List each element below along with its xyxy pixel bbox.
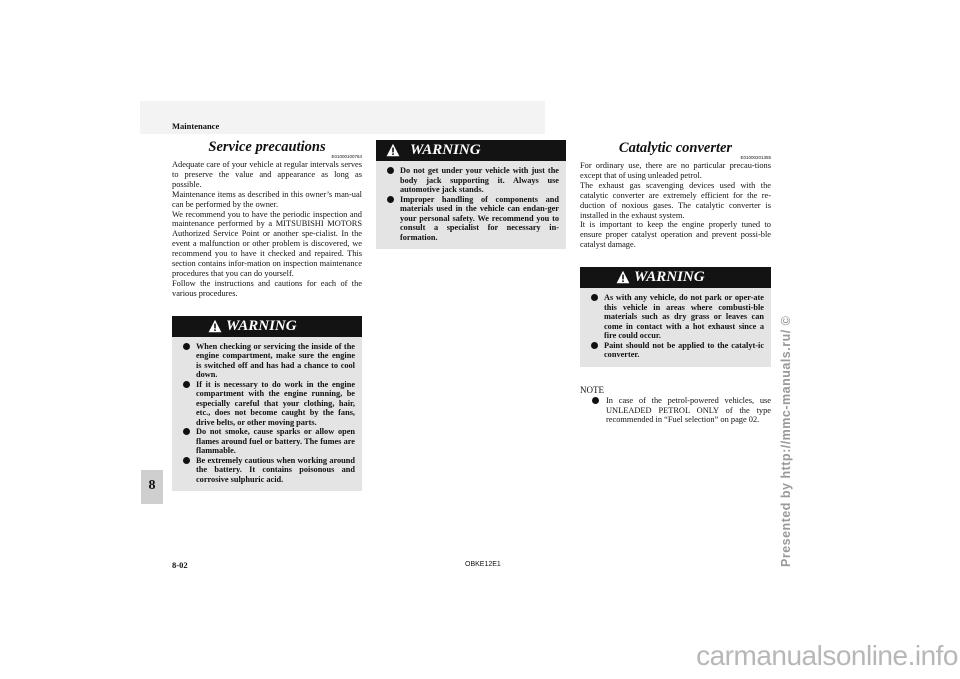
warning-title: WARNING bbox=[410, 142, 481, 158]
bullet-icon bbox=[592, 397, 599, 404]
bullet-icon bbox=[591, 342, 598, 349]
list-item bbox=[587, 293, 764, 341]
list-item-text: In case of the petrol-powered vehicles, use UNLEADED PETROL ONLY of the type recommended in “Fuel selection” on page 02. bbox=[606, 395, 771, 425]
list-item bbox=[179, 427, 355, 456]
warning-title: WARNING bbox=[634, 269, 705, 286]
paragraph: It is important to keep the engine properly tuned to ensure proper catalyst operation and prevent possi-ble catalyst damage. bbox=[580, 220, 771, 250]
catalyst-warning-box bbox=[580, 267, 771, 367]
list-item bbox=[383, 166, 559, 195]
warning-list bbox=[172, 337, 362, 492]
catalytic-converter-body bbox=[580, 161, 771, 250]
paragraph: Adequate care of your vehicle at regular intervals serves to preserve the value and appearance as long as possible. bbox=[172, 160, 362, 189]
list-item-text: Paint should not be applied to the catalyt-ic converter. bbox=[604, 340, 764, 360]
jack-warning-section bbox=[376, 140, 566, 249]
list-item-text: Do not smoke, cause sparks or allow open flames around fuel or battery. The fumes are flammable. bbox=[196, 427, 355, 456]
footer-watermark: carmanualsonline.info bbox=[696, 640, 958, 671]
bullet-icon bbox=[183, 381, 190, 388]
list-item bbox=[590, 396, 771, 426]
warning-triangle-icon bbox=[208, 319, 222, 333]
service-precautions-body bbox=[172, 160, 362, 299]
side-watermark: Presented by http://mmc-manuals.ru/ © bbox=[779, 315, 793, 567]
warning-list bbox=[376, 161, 566, 249]
list-item-text: Be extremely cautious when working around the battery. It contains poisonous and corrosive sulphuric acid. bbox=[196, 455, 355, 484]
warning-list bbox=[580, 288, 771, 367]
bullet-icon bbox=[387, 196, 394, 203]
service-precautions-title: Service precautions bbox=[208, 139, 326, 155]
list-item bbox=[587, 341, 764, 360]
list-item bbox=[179, 342, 355, 380]
list-item-text: When checking or servicing the inside of the engine compartment, make sure the engine is switched off and has had a chance to cool down. bbox=[196, 341, 355, 380]
section-header-label: Maintenance bbox=[172, 121, 220, 131]
paragraph: We recommend you to have the periodic inspection and maintenance performed by a MITSUBISHI MOTORS Authorized Service Point or another spe-cialist. In the event a malfunction or other problem is discovered, we recommend you to have it checked and repaired. This section contains infor-mation on inspection maintenance procedures that you can do yourself. bbox=[172, 209, 362, 278]
document-code: OBKE12E1 bbox=[465, 561, 501, 568]
service-precautions-section bbox=[172, 139, 362, 491]
note-list bbox=[580, 396, 771, 426]
bullet-icon bbox=[591, 294, 598, 301]
warning-triangle-icon bbox=[616, 270, 630, 284]
list-item-text: Do not get under your vehicle with just the body jack supporting it. Always use automotive jack stands. bbox=[400, 166, 559, 194]
list-item-text: If it is necessary to do work in the engine compartment with the engine running, be especially careful that your clothing, hair, etc., does not become caught by the fans, drive belts, or other moving parts. bbox=[196, 379, 355, 427]
bullet-icon bbox=[183, 457, 190, 464]
paragraph: The exhaust gas scavenging devices used with the catalytic converter are extremely efficient for the re-duction of noxious gases. The catalytic converter is installed in the exhaust system. bbox=[580, 180, 771, 220]
warning-header bbox=[580, 267, 771, 288]
list-item-text: Improper handling of components and materials used in the vehicle can endan-ger your personal safety. We recommend you to consult a specialist for necessary in-formation. bbox=[400, 194, 559, 242]
list-item bbox=[179, 456, 355, 485]
paragraph: Follow the instructions and cautions for each of the various procedures. bbox=[172, 278, 362, 298]
bullet-icon bbox=[183, 343, 190, 350]
paragraph: Maintenance items as described in this owner’s man-ual can be performed by the owner. bbox=[172, 189, 362, 209]
page-number: 8-02 bbox=[172, 560, 188, 570]
catalytic-converter-section bbox=[580, 140, 771, 425]
warning-header bbox=[172, 316, 362, 337]
bullet-icon bbox=[387, 167, 394, 174]
catalytic-converter-title: Catalytic converter bbox=[618, 140, 733, 156]
list-item bbox=[383, 195, 559, 243]
chapter-tab bbox=[141, 470, 163, 504]
list-item-text: As with any vehicle, do not park or oper-ate this vehicle in areas where combusti-ble materials such as dry grass or leaves can come in contact with a hot exhaust since a fire could occur. bbox=[604, 293, 764, 341]
chapter-number: 8 bbox=[148, 478, 156, 493]
catalytic-converter-code: E01000201355 bbox=[740, 155, 771, 160]
service-precautions-code: E01000100764 bbox=[331, 154, 362, 159]
bullet-icon bbox=[183, 428, 190, 435]
note-title: NOTE bbox=[580, 384, 604, 395]
warning-header bbox=[376, 140, 566, 161]
list-item bbox=[179, 380, 355, 428]
engine-warning-box bbox=[172, 316, 362, 492]
jack-warning-box bbox=[376, 140, 566, 249]
warning-triangle-icon bbox=[386, 143, 400, 157]
paragraph: For ordinary use, there are no particular precau-tions except that of using unleaded petrol. bbox=[580, 161, 771, 180]
warning-title: WARNING bbox=[226, 317, 297, 334]
